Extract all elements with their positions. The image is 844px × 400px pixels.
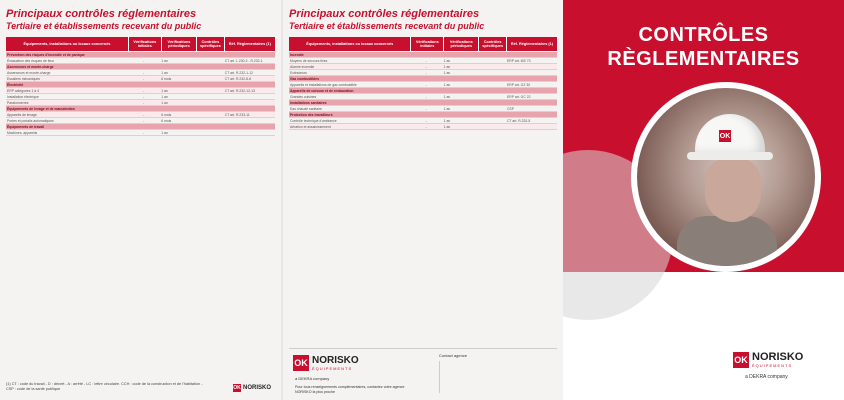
table-cell	[478, 58, 506, 63]
table-cell: 1 an	[161, 88, 168, 93]
table-cell: Paratonnerres	[7, 100, 29, 105]
table-cell	[196, 88, 224, 93]
contact-blurb: Pour tous renseignements complémentaires, contactez votre agence NORISKO la plus proche	[295, 385, 405, 394]
table-cell	[127, 106, 160, 111]
table-cell: -	[425, 64, 427, 69]
table-cell	[478, 64, 506, 69]
table-cell: Extincteurs	[290, 70, 307, 75]
table-cell: 1 an	[443, 58, 451, 63]
table-cell	[196, 52, 224, 57]
table-row	[289, 124, 557, 130]
cover-photo-frame	[631, 82, 821, 272]
table-cell	[443, 52, 479, 57]
contact-box	[439, 361, 550, 393]
column-header: Équipements, installations ou locaux concernés	[6, 37, 129, 51]
brand-logo	[733, 352, 803, 368]
table-cell: Électricité	[7, 82, 24, 87]
table-cell: Prévention des risques d'incendie et de panique	[7, 52, 85, 57]
table-cell: Incendie	[290, 52, 304, 57]
table-cell: Équipements de travail	[7, 124, 45, 129]
table-cell: ERP art. MS 73	[506, 58, 531, 63]
table-cell	[224, 130, 275, 135]
table-cell: Moyens de secours fixes	[290, 58, 328, 63]
contact-label: Contact agence	[439, 353, 468, 358]
table-cell	[506, 70, 557, 75]
table-cell	[196, 58, 224, 63]
table-cell	[478, 70, 506, 75]
table-cell	[443, 88, 479, 93]
table-cell	[478, 88, 506, 93]
helmet-logo: OK	[719, 130, 731, 142]
table-cell: -	[425, 94, 427, 99]
page-title: Principaux contrôles réglementaires	[289, 8, 480, 20]
table-cell	[443, 112, 479, 117]
table-cell: 1 an	[161, 70, 168, 75]
table-row	[6, 130, 275, 136]
column-header: Vérifications initiales	[411, 37, 444, 51]
table-cell: -	[425, 124, 427, 129]
table-cell: Contrôle technique d'ambiance	[290, 118, 337, 123]
hard-hat-brim	[687, 152, 773, 160]
table-cell	[196, 82, 224, 87]
table-cell	[506, 124, 557, 129]
table-cell	[410, 52, 443, 57]
table-cell: Évacuation des risques de feux	[7, 58, 55, 63]
column-header: Équipements, installations ou locaux concernés	[289, 37, 411, 51]
table-cell	[506, 64, 557, 69]
table-cell	[224, 100, 275, 105]
table-cell	[443, 76, 479, 81]
cover-title: CONTRÔLES	[638, 24, 769, 46]
table-cell	[127, 82, 160, 87]
parent-company: a DEKRA company	[745, 374, 788, 380]
table-cell: -	[143, 118, 145, 123]
table-cell: Machines, appareils	[7, 130, 38, 135]
table-cell: 1 an	[161, 58, 168, 63]
table-cell	[410, 76, 443, 81]
table-cell	[196, 106, 224, 111]
table-cell	[506, 112, 557, 117]
table-cell: 1 an	[161, 100, 168, 105]
table-cell	[224, 124, 275, 129]
table-cell: Installation électrique	[7, 94, 39, 99]
table-cell: -	[425, 118, 427, 123]
table-cell: -	[143, 76, 145, 81]
table-cell	[410, 100, 443, 105]
brand-subtitle: ÉQUIPEMENTS	[312, 365, 353, 371]
table-cell: Appareils de levage	[7, 112, 37, 117]
table-cell: Ascenseurs et monte-charge	[7, 64, 54, 69]
table-cell	[478, 112, 506, 117]
column-header: Réf. Réglementaires (1)	[228, 41, 271, 46]
column-header: Vérifications périodiques	[162, 37, 197, 51]
table-cell: Grandes cuisines	[290, 94, 317, 99]
table-cell: -	[143, 88, 145, 93]
table-cell	[160, 106, 196, 111]
table-cell: -	[143, 58, 145, 63]
table-cell: Installations sanitaires	[290, 100, 327, 105]
worker-collar	[677, 216, 777, 266]
table-cell	[478, 100, 506, 105]
table-cell: -	[143, 70, 145, 75]
table-cell: 1 an	[161, 94, 168, 99]
table-cell	[224, 52, 275, 57]
table-cell	[224, 118, 275, 123]
table-cell: 1 an	[443, 64, 451, 69]
table-cell	[224, 82, 275, 87]
table-cell: 6 mois	[161, 76, 172, 81]
table-cell	[478, 94, 506, 99]
table-cell: 1 an	[443, 124, 451, 129]
table-cell	[478, 106, 506, 111]
table-cell: 6 mois	[161, 112, 172, 117]
table-cell	[160, 124, 196, 129]
table-cell: Ascenseurs et monte-charge	[7, 70, 51, 75]
table-cell	[196, 124, 224, 129]
ok-logo-mark: OK	[293, 355, 309, 371]
ok-logo-mark: OK	[233, 385, 241, 391]
table-cell	[160, 82, 196, 87]
table-cell	[196, 64, 224, 69]
table-cell: ERP catégories 1 à 4	[7, 88, 39, 93]
column-header: Vérifications initiales	[129, 37, 162, 51]
middle-page	[283, 0, 563, 400]
table-header	[6, 37, 275, 51]
table-cell	[160, 52, 196, 57]
table-cell: 1 an	[443, 94, 451, 99]
table-cell: CT art. R.233-11	[224, 112, 250, 117]
table-cell: -	[425, 106, 427, 111]
table-cell	[224, 64, 275, 69]
table-cell	[224, 94, 275, 99]
table-cell	[196, 112, 224, 117]
contact-block	[289, 348, 557, 399]
table-cell: CT art. R.232-1-12	[224, 70, 253, 75]
table-cell: Gaz combustibles	[290, 76, 320, 81]
table-cell: 1 an	[443, 106, 451, 111]
worker-face	[705, 158, 761, 222]
column-header: Vérifications périodiques	[444, 37, 479, 51]
table-cell: -	[143, 112, 145, 117]
table-cell	[506, 100, 557, 105]
table-cell: Portes et portails automatiques	[7, 118, 54, 123]
table-cell	[160, 64, 196, 69]
brand-name: NORISKO	[242, 385, 271, 391]
page-subtitle: Tertiaire et établissements recevant du public	[289, 21, 485, 31]
table-cell: CT art. L.230-2 - R.232-1	[224, 58, 263, 63]
table-cell: -	[143, 94, 145, 99]
table-cell: Alarme incendie	[290, 64, 315, 69]
table-cell: CT art. R.232-12-13	[224, 88, 255, 93]
table-cell	[410, 112, 443, 117]
table-cell: -	[143, 100, 145, 105]
column-header: Réf. Réglementaires (1)	[510, 41, 554, 46]
cover-page	[563, 0, 844, 400]
table-cell: Protection des travailleurs	[290, 112, 333, 117]
table-cell	[224, 106, 275, 111]
table-cell: CT art. R.232-5	[506, 118, 531, 123]
table-cell: ERP art. GC 22	[506, 94, 531, 99]
table-cell	[127, 52, 160, 57]
table-cell: ERP art. GZ 30	[506, 82, 531, 87]
table-cell: 1 an	[443, 82, 451, 87]
table-cell: CT art. R.232-8-6	[224, 76, 252, 81]
brand-subtitle: ÉQUIPEMENTS	[752, 363, 793, 368]
page-subtitle: Tertiaire et établissements recevant du public	[6, 21, 202, 31]
table-cell: -	[143, 130, 145, 135]
table-cell: Appareils et installations de gaz combustible	[290, 82, 357, 87]
table-cell	[127, 64, 160, 69]
table-header	[289, 37, 557, 51]
table-cell: Eau chaude sanitaire	[290, 106, 322, 111]
brand-logo	[233, 384, 271, 392]
brand-logo	[293, 355, 359, 371]
parent-company: a DEKRA company	[295, 376, 330, 381]
table-cell	[478, 52, 506, 57]
page-title: Principaux contrôles réglementaires	[6, 8, 197, 20]
table-cell	[478, 118, 506, 123]
table-cell	[196, 100, 224, 105]
table-cell: Équipements de levage et de manutention	[7, 106, 75, 111]
table-cell: -	[425, 70, 427, 75]
table-cell: Appareils de cuisson et de restauration	[290, 88, 354, 93]
table-cell	[410, 88, 443, 93]
table-cell	[443, 100, 479, 105]
table-cell	[196, 118, 224, 123]
footnote: (1) CT : code du travail - D : décret - A : arrêté - LC : lettre circulaire. CCH : code de la construction et de l'habitation - CSP : code de la santé publique	[6, 382, 203, 391]
table-cell: Aération et assainissement	[290, 124, 331, 129]
table-cell: 1 an	[443, 70, 451, 75]
regulation-table	[289, 52, 557, 130]
table-cell: 1 an	[443, 118, 451, 123]
table-cell	[127, 124, 160, 129]
regulation-table	[6, 52, 275, 136]
table-cell	[196, 94, 224, 99]
brand-name: NORISKO	[312, 354, 359, 366]
ok-logo-mark: OK	[733, 352, 749, 368]
cover-title: RÈGLEMENTAIRES	[607, 48, 800, 70]
brand-name: NORISKO	[752, 351, 804, 363]
table-cell	[196, 70, 224, 75]
table-cell	[506, 76, 557, 81]
table-cell	[506, 88, 557, 93]
table-cell	[506, 52, 557, 57]
table-cell: -	[425, 58, 427, 63]
column-header: Contrôles spécifiques	[197, 37, 225, 51]
table-cell: 6 mois	[161, 118, 172, 123]
table-cell	[196, 130, 224, 135]
table-cell	[478, 76, 506, 81]
table-cell	[478, 124, 506, 129]
table-cell: CSP	[506, 106, 514, 111]
left-page	[0, 0, 281, 400]
worker-photo	[637, 88, 815, 266]
table-cell	[196, 76, 224, 81]
table-cell: 1 an	[161, 130, 168, 135]
table-cell: -	[425, 82, 427, 87]
table-cell: Escaliers mécaniques	[7, 76, 40, 81]
table-cell	[478, 82, 506, 87]
column-header: Contrôles spécifiques	[479, 37, 506, 51]
